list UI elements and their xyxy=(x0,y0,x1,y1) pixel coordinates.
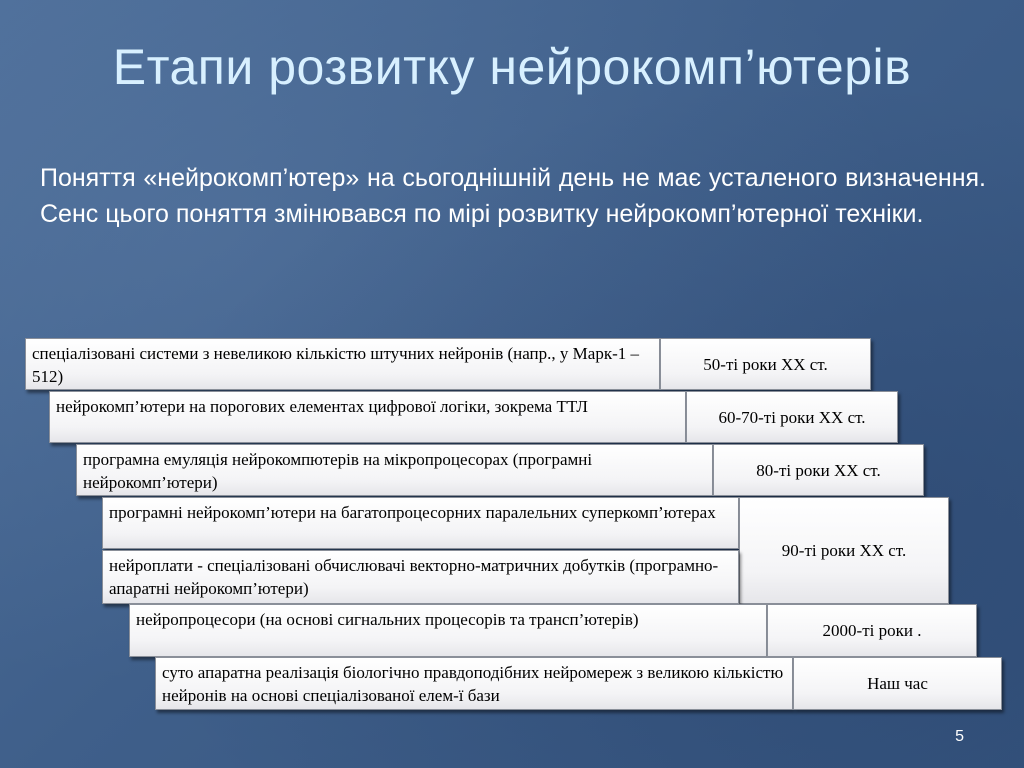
stage-period-1: 50-ті роки XX ст. xyxy=(660,338,871,390)
stage-period-3: 80-ті роки XX ст. xyxy=(713,444,924,496)
stage-period-4: 90-ті роки XX ст. xyxy=(739,497,949,604)
stage-description-5: нейроплати - спеціалізовані обчислювачі векторно-матричних добутків (програмно-апаратні нейрокомп’ютери) xyxy=(102,550,739,604)
stage-period-7: Наш час xyxy=(793,657,1002,710)
stage-description-2: нейрокомп’ютери на порогових елементах цифрової логіки, зокрема ТТЛ xyxy=(49,391,686,443)
stage-period-2: 60-70-ті роки XX ст. xyxy=(686,391,898,443)
page-number: 5 xyxy=(955,728,964,745)
stage-description-4: програмні нейрокомп’ютери на багатопроцесорних паралельних суперкомп’ютерах xyxy=(102,497,739,549)
intro-paragraph: Поняття «нейрокомп’ютер» на сьогоднішній день не має усталеного визначення. Сенс цього поняття змінювався по мірі розвитку нейрокомп’ютерної техніки. xyxy=(40,164,986,228)
stage-description-3: програмна емуляція нейрокомпютерів на мікропроцесорах (програмні нейрокомп’ютери) xyxy=(76,444,713,496)
stage-description-6: нейропроцесори (на основі сигнальних процесорів та трансп’ютерів) xyxy=(129,604,767,657)
stage-description-7: суто апаратна реалізація біологічно правдоподібних нейромереж з великою кількістю нейронів на основі спеціалізованої елем-ї бази xyxy=(155,657,793,710)
stage-period-6: 2000-ті роки . xyxy=(767,604,977,657)
slide-title: Етапи розвитку нейрокомп’ютерів xyxy=(112,39,912,95)
stage-description-1: спеціалізовані системи з невеликою кількістю штучних нейронів (напр., у Марк-1 – 512) xyxy=(25,338,660,390)
